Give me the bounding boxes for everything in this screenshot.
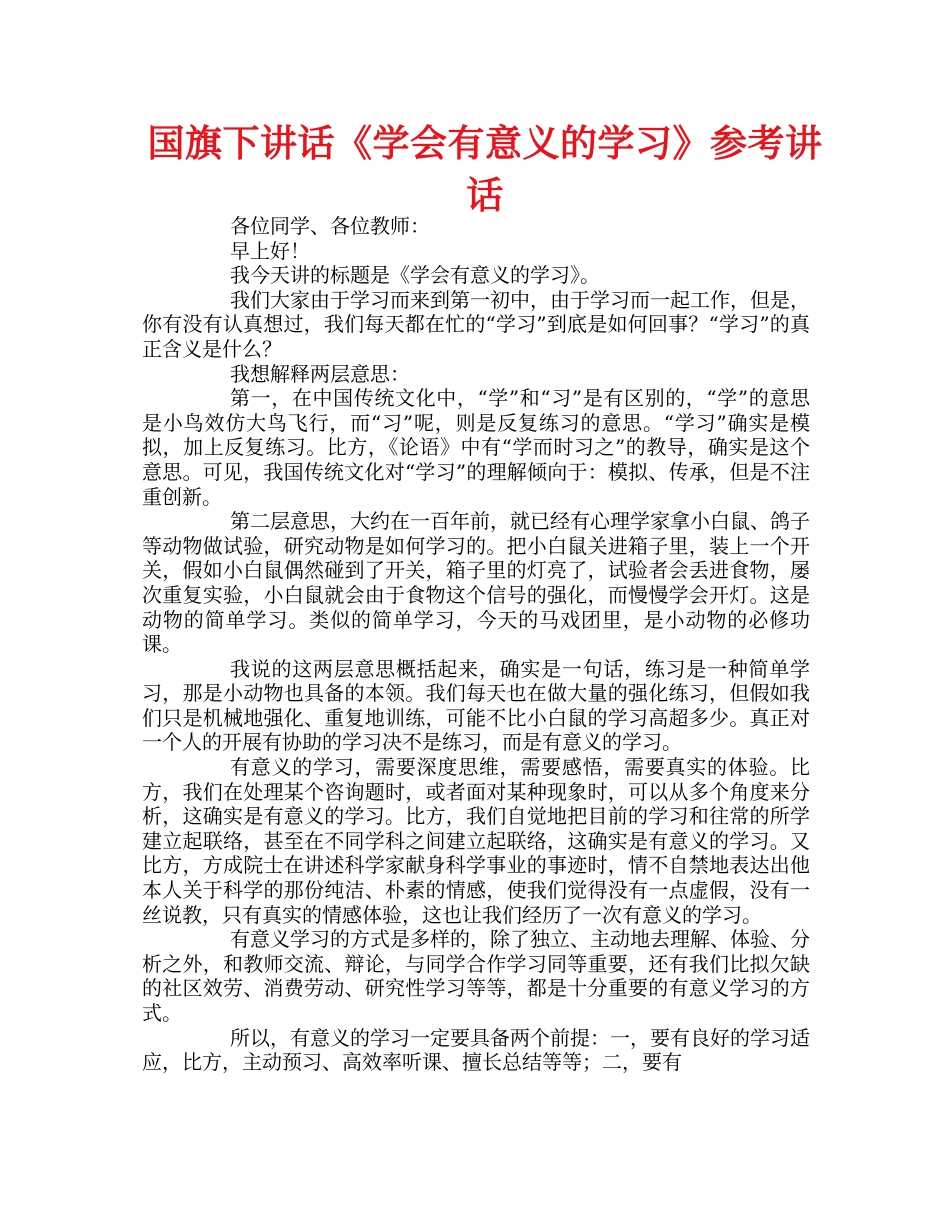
paragraph: 第二层意思，大约在一百年前，就已经有心理学家拿小白鼠、鸽子等动物做试验，研究动物是如何学习的。把小白鼠关进箱子里，装上一个开关，假如小白鼠偶然碰到了开关，箱子里的灯亮了，试验者会丢进食物，屡次重复实验，小白鼠就会由于食物这个信号的强化，而慢慢学会开灯。这是动物的简单学习。类似的简单学习，今天的马戏团里，是小动物的必修功课。 bbox=[142, 509, 810, 657]
paragraph: 有意义的学习，需要深度思维，需要感悟，需要真实的体验。比方，我们在处理某个咨询题时，或者面对某种现象时，可以从多个角度来分析，这确实是有意义的学习。比方，我们自觉地把目前的学习和往常的所学建立起联络，甚至在不同学科之间建立起联络，这确实是有意义的学习。又比方，方成院士在讲述科学家献身科学事业的事迹时，情不自禁地表达出他本人关于科学的那份纯洁、朴素的情感，使我们觉得没有一点虚假，没有一丝说教，只有真实的情感体验，这也让我们经历了一次有意义的学习。 bbox=[142, 755, 810, 927]
paragraph: 我们大家由于学习而来到第一初中，由于学习而一起工作，但是，你有没有认真想过，我们每天都在忙的“学习”到底是如何回事？“学习”的真正含义是什么？ bbox=[142, 287, 810, 361]
paragraph: 我今天讲的标题是《学会有意义的学习》。 bbox=[230, 263, 600, 288]
paragraph: 我说的这两层意思概括起来，确实是一句话，练习是一种简单学习，那是小动物也具备的本领。我们每天也在做大量的强化练习，但假如我们只是机械地强化、重复地训练，可能不比小白鼠的学习高超多少。真正对一个人的开展有协助的学习决不是练习，而是有意义的学习。 bbox=[142, 656, 810, 755]
document-body bbox=[142, 214, 810, 1075]
paragraph: 所以，有意义的学习一定要具备两个前提：一，要有良好的学习适应，比方，主动预习、高效率听课、擅长总结等等；二，要有 bbox=[142, 1025, 810, 1075]
paragraph: 有意义学习的方式是多样的，除了独立、主动地去理解、体验、分析之外，和教师交流、辩论，与同学合作学习同等重要，还有我们比拟欠缺的社区效劳、消费劳动、研究性学习等等，都是十分重要的有意义学习的方式。 bbox=[142, 927, 810, 1025]
paragraph: 早上好！ bbox=[230, 238, 310, 263]
paragraph: 我想解释两层意思： bbox=[230, 361, 410, 386]
paragraph: 第一，在中国传统文化中，“学”和“习”是有区别的，“学”的意思是小鸟效仿大鸟飞行，而“习”呢，则是反复练习的意思。“学习”确实是模拟，加上反复练习。比方，《论语》中有“学而时习之”的教导，确实是这个意思。可见，我国传统文化对“学习”的理解倾向于：模拟、传承，但是不注重创新。 bbox=[142, 386, 810, 509]
document-title: 国旗下讲话《学会有意义的学习》参考讲话 bbox=[147, 122, 823, 217]
paragraph: 各位同学、各位教师： bbox=[230, 214, 430, 238]
